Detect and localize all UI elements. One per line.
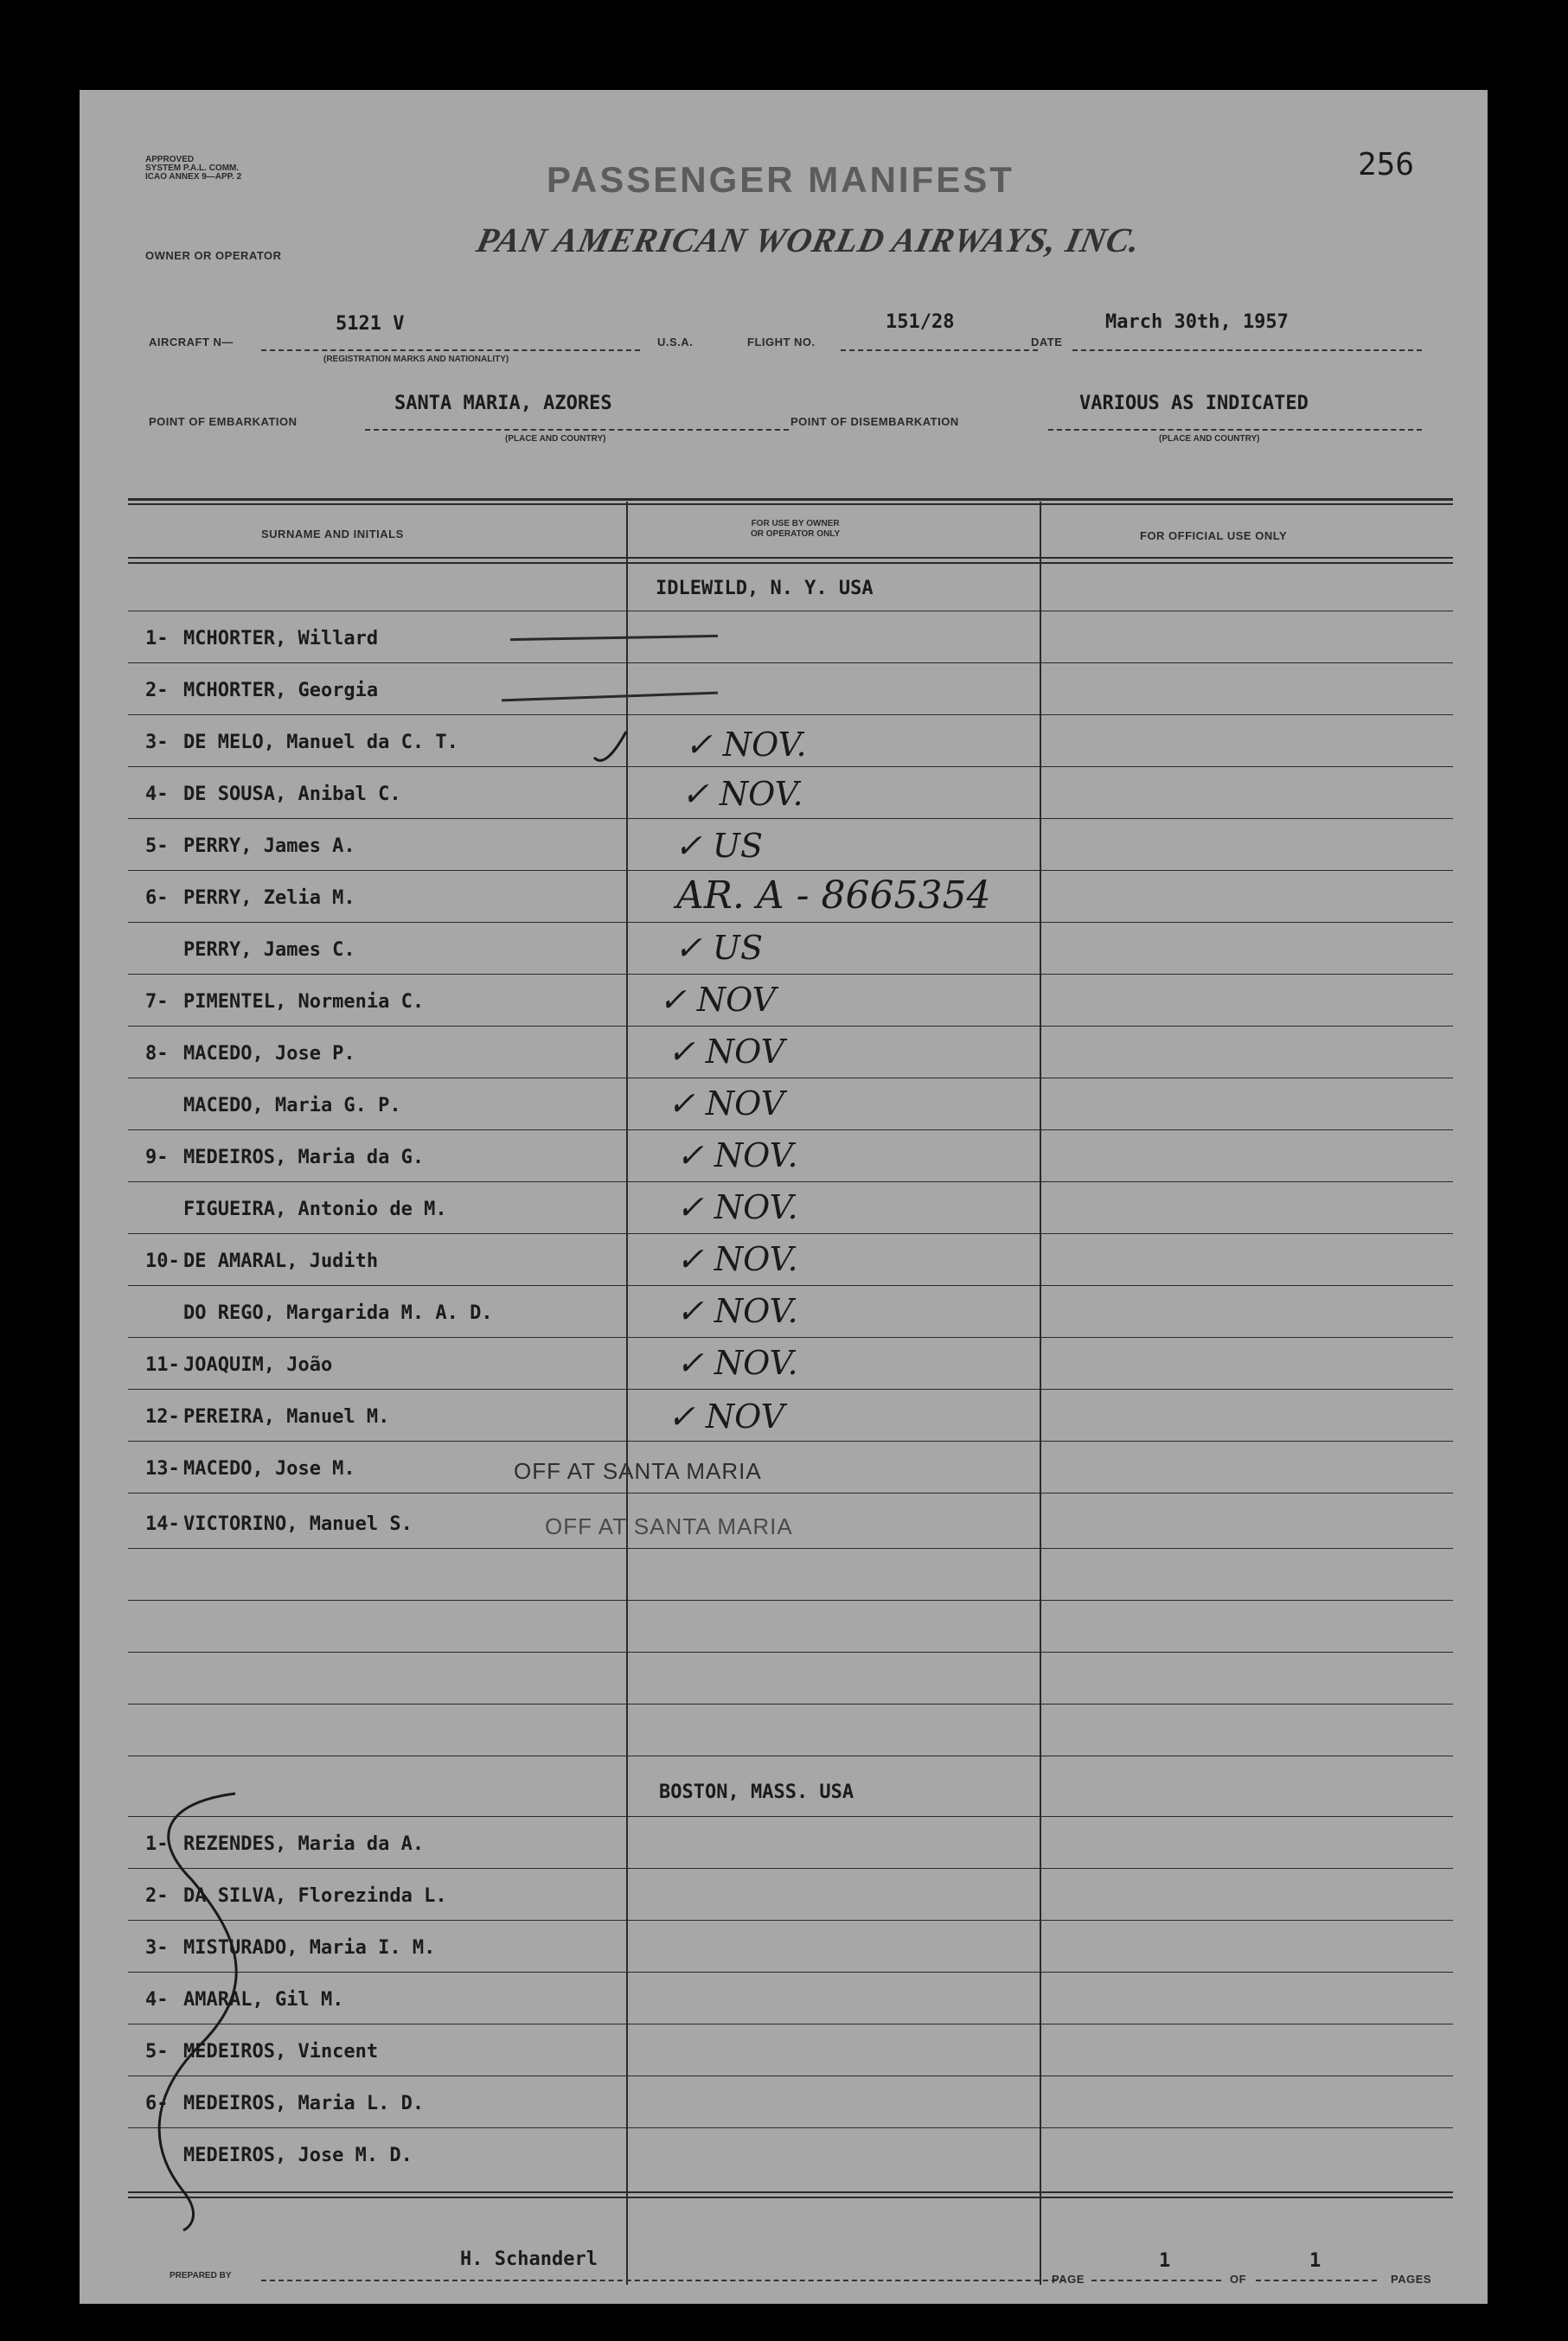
aircraft-label: AIRCRAFT N—	[149, 336, 234, 349]
passenger-name: PERRY, James C.	[183, 939, 355, 961]
aircraft-value: 5121 V	[336, 313, 405, 335]
row-number: 12-	[145, 1406, 180, 1428]
passenger-name: DE MELO, Manuel da C. T.	[183, 732, 458, 753]
row-number: 8-	[145, 1043, 169, 1065]
approval-line: SYSTEM P.A.L. COMM.	[145, 163, 240, 173]
passenger-name: PEREIRA, Manuel M.	[183, 1406, 390, 1428]
row-number: 10-	[145, 1250, 180, 1272]
embark-caption: (PLACE AND COUNTRY)	[505, 434, 606, 444]
row-number: 9-	[145, 1147, 169, 1168]
embark-value: SANTA MARIA, AZORES	[394, 393, 612, 414]
mark-text: ✓ NOV.	[676, 1188, 798, 1226]
passenger-name: MACEDO, Maria G. P.	[183, 1095, 401, 1116]
page-total: 1	[1309, 2250, 1322, 2272]
row-number: 13-	[145, 1458, 180, 1480]
mark-text: ✓ NOV	[659, 981, 777, 1019]
row-number: 5-	[145, 2041, 169, 2063]
mark-text: ✓ NOV.	[676, 1292, 798, 1330]
of-label: OF	[1230, 2273, 1247, 2286]
registration-caption: (REGISTRATION MARKS AND NATIONALITY)	[323, 355, 509, 364]
mark-text: ✓ US	[675, 827, 763, 865]
page-title: PASSENGER MANIFEST	[547, 159, 1014, 200]
passenger-name: PERRY, James A.	[183, 835, 355, 857]
column-surname: SURNAME AND INITIALS	[261, 528, 404, 540]
row-number: 6-	[145, 887, 169, 909]
mark-text: AR. A - 8665354	[676, 873, 991, 918]
row-number: 3-	[145, 1937, 169, 1959]
row-number: 14-	[145, 1513, 180, 1535]
row-number: 5-	[145, 835, 169, 857]
row-number: 1-	[145, 1833, 169, 1855]
dash-mark	[502, 692, 718, 702]
flight-label: FLIGHT NO.	[747, 336, 816, 349]
row-number: 4-	[145, 1989, 169, 2011]
pages-label: PAGES	[1391, 2273, 1432, 2286]
passenger-name: MEDEIROS, Jose M. D.	[183, 2145, 413, 2166]
passenger-name: FIGUEIRA, Antonio de M.	[183, 1199, 447, 1220]
column-owner-use-line: OR OPERATOR ONLY	[751, 529, 841, 539]
dash-mark	[510, 635, 718, 641]
approval-line: APPROVED	[145, 155, 195, 164]
disembark-value: VARIOUS AS INDICATED	[1079, 393, 1309, 414]
mark-text: ✓ NOV.	[676, 1240, 798, 1278]
row-number: 7-	[145, 991, 169, 1013]
date-value: March 30th, 1957	[1105, 311, 1289, 333]
disembark-label: POINT OF DISEMBARKATION	[790, 415, 959, 428]
page-label: PAGE	[1052, 2273, 1085, 2286]
passenger-name: MCHORTER, Georgia	[183, 680, 379, 701]
manifest-sheet	[80, 90, 1488, 2304]
passenger-name: DE AMARAL, Judith	[183, 1250, 379, 1272]
usa-label: U.S.A.	[657, 336, 694, 349]
passenger-name: MACEDO, Jose M.	[183, 1458, 355, 1480]
destination-boston: BOSTON, MASS. USA	[659, 1781, 854, 1803]
passenger-name: VICTORINO, Manuel S.	[183, 1513, 413, 1535]
passenger-name: AMARAL, Gil M.	[183, 1989, 344, 2011]
passenger-name: MACEDO, Jose P.	[183, 1043, 355, 1065]
airline-name: PAN AMERICAN WORLD AIRWAYS, INC.	[473, 221, 1145, 259]
passenger-name: JOAQUIM, João	[183, 1354, 333, 1376]
mark-text	[564, 628, 565, 629]
approval-line: ICAO ANNEX 9—APP. 2	[145, 172, 242, 182]
mark-text: ✓ US	[675, 929, 763, 967]
owner-label: OWNER OR OPERATOR	[145, 249, 282, 262]
passenger-name: PERRY, Zelia M.	[183, 887, 355, 909]
page-number: 256	[1358, 147, 1415, 182]
passenger-name: DA SILVA, Florezinda L.	[183, 1885, 447, 1907]
passenger-name: MEDEIROS, Vincent	[183, 2041, 379, 2063]
mark-text: ✓ NOV	[668, 1084, 785, 1123]
passenger-name: PIMENTEL, Normenia C.	[183, 991, 425, 1013]
page-current: 1	[1159, 2250, 1171, 2272]
disembark-caption: (PLACE AND COUNTRY)	[1159, 434, 1260, 444]
row-number: 2-	[145, 1885, 169, 1907]
mark-text: ✓ NOV.	[682, 775, 803, 813]
mark-text: ✓ NOV.	[676, 1136, 798, 1174]
embark-label: POINT OF EMBARKATION	[149, 415, 298, 428]
passenger-name: MCHORTER, Willard	[183, 628, 379, 649]
passenger-name: MEDEIROS, Maria L. D.	[183, 2093, 425, 2114]
row-number: 6-	[145, 2093, 169, 2114]
flight-number: 151/28	[886, 311, 955, 333]
passenger-name: MISTURADO, Maria I. M.	[183, 1937, 436, 1959]
destination-idlewild: IDLEWILD, N. Y. USA	[656, 578, 874, 599]
passenger-name: REZENDES, Maria da A.	[183, 1833, 425, 1855]
off-stamp: OFF AT SANTA MARIA	[545, 1513, 793, 1539]
mark-text: ✓ NOV	[668, 1033, 785, 1071]
row-number: 1-	[145, 628, 169, 649]
row-number: 3-	[145, 732, 169, 753]
mark-text	[564, 680, 565, 681]
column-owner-use	[751, 519, 840, 540]
prepared-by-name: H. Schanderl	[460, 2248, 598, 2270]
mark-text: ✓ NOV	[668, 1398, 785, 1436]
mark-text: ✓ NOV.	[676, 1344, 798, 1382]
passenger-name: DO REGO, Margarida M. A. D.	[183, 1302, 493, 1324]
mark-text: ✓ NOV.	[685, 726, 807, 764]
row-number: 4-	[145, 784, 169, 805]
row-number: 2-	[145, 680, 169, 701]
off-stamp: OFF AT SANTA MARIA	[514, 1458, 762, 1484]
passenger-name: MEDEIROS, Maria da G.	[183, 1147, 425, 1168]
column-official: FOR OFFICIAL USE ONLY	[1140, 529, 1288, 542]
handwritten-bracket	[131, 1785, 261, 2235]
column-owner-use-line: FOR USE BY OWNER	[751, 519, 840, 528]
row-number: 11-	[145, 1354, 180, 1376]
prepared-by-label: PREPARED BY	[170, 2271, 232, 2280]
date-label: DATE	[1031, 336, 1063, 349]
passenger-name: DE SOUSA, Anibal C.	[183, 784, 401, 805]
approval-block	[145, 156, 241, 182]
